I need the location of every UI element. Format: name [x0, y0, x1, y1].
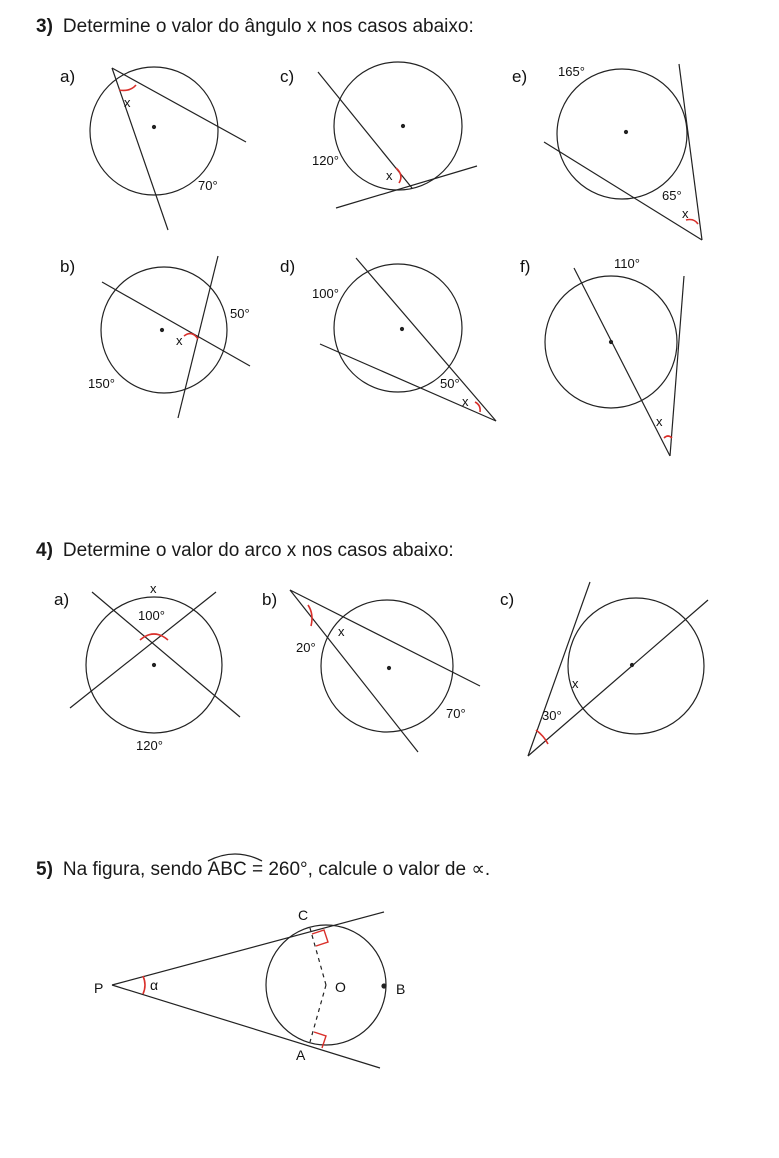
figure-3e-angle-2: 65°	[662, 188, 682, 203]
arc-abc	[208, 859, 247, 881]
figure-3a-angle: 70°	[198, 178, 218, 193]
figure-5-point-b: B	[396, 981, 406, 997]
figure-5	[94, 907, 405, 1068]
figure-4b-x: x	[338, 624, 345, 639]
figure-5-alpha: α	[150, 977, 159, 993]
figure-5-point-p: P	[94, 980, 104, 996]
figure-4a-label: a)	[54, 590, 70, 609]
figure-3c-label: c)	[280, 67, 295, 86]
question-5-suffix: = 260°, calcule o valor de ∝.	[251, 859, 491, 880]
figure-3e-angle-1: 165°	[558, 64, 585, 79]
figure-3b-angle-1: 50°	[230, 306, 250, 321]
figure-3e	[512, 64, 702, 240]
figure-5-point-a: A	[296, 1047, 306, 1063]
figure-4a	[54, 581, 240, 753]
figure-3a-x: x	[124, 95, 131, 110]
figure-4b	[262, 590, 480, 752]
figure-3d-angle-2: 50°	[440, 376, 460, 391]
figure-3c	[280, 62, 477, 208]
figure-3e-x: x	[682, 206, 689, 221]
figure-4b-angle-2: 70°	[446, 706, 466, 721]
figure-4c-angle: 30°	[542, 708, 562, 723]
figure-3d-label: d)	[280, 257, 296, 276]
figure-4b-label: b)	[262, 590, 278, 609]
question-5-prefix: Na figura, sendo	[62, 859, 203, 880]
figure-5-point-c: C	[298, 907, 309, 923]
figure-4a-x: x	[150, 581, 157, 596]
figure-4c-label: c)	[500, 590, 515, 609]
question-3-number: 3)	[36, 16, 53, 37]
figure-4a-angle-1: 100°	[138, 608, 165, 623]
figure-3b-angle-2: 150°	[88, 376, 115, 391]
figure-3b	[60, 256, 250, 418]
figure-3a-label: a)	[60, 67, 76, 86]
figure-3b-x: x	[176, 333, 183, 348]
figure-4c	[500, 582, 708, 756]
figure-4a-angle-2: 120°	[136, 738, 163, 753]
figure-5-point-o: O	[335, 979, 346, 995]
figure-3d-angle-1: 100°	[312, 286, 339, 301]
figure-3f-angle: 110°	[614, 256, 640, 271]
figure-3a	[60, 67, 246, 230]
question-4-text: Determine o valor do arco x nos casos abaixo:	[62, 540, 454, 561]
figure-3f-label: f)	[520, 257, 531, 276]
figure-3f	[520, 256, 684, 456]
figure-3c-angle: 120°	[312, 153, 339, 168]
figure-3d	[280, 257, 496, 421]
question-4-heading	[36, 540, 454, 562]
figure-3b-label: b)	[60, 257, 76, 276]
figure-3e-label: e)	[512, 67, 528, 86]
figure-3f-x: x	[656, 414, 663, 429]
arc-mark	[206, 849, 264, 863]
figure-3d-x: x	[462, 394, 469, 409]
figure-3c-x: x	[386, 168, 393, 183]
arc-abc-label: ABC	[207, 859, 247, 880]
figure-4b-angle-1: 20°	[296, 640, 316, 655]
question-5-number: 5)	[36, 859, 53, 880]
question-4-number: 4)	[36, 540, 53, 561]
question-5-heading	[36, 858, 490, 881]
figure-4c-x: x	[572, 676, 579, 691]
question-3-text: Determine o valor do ângulo x nos casos abaixo:	[62, 16, 474, 37]
